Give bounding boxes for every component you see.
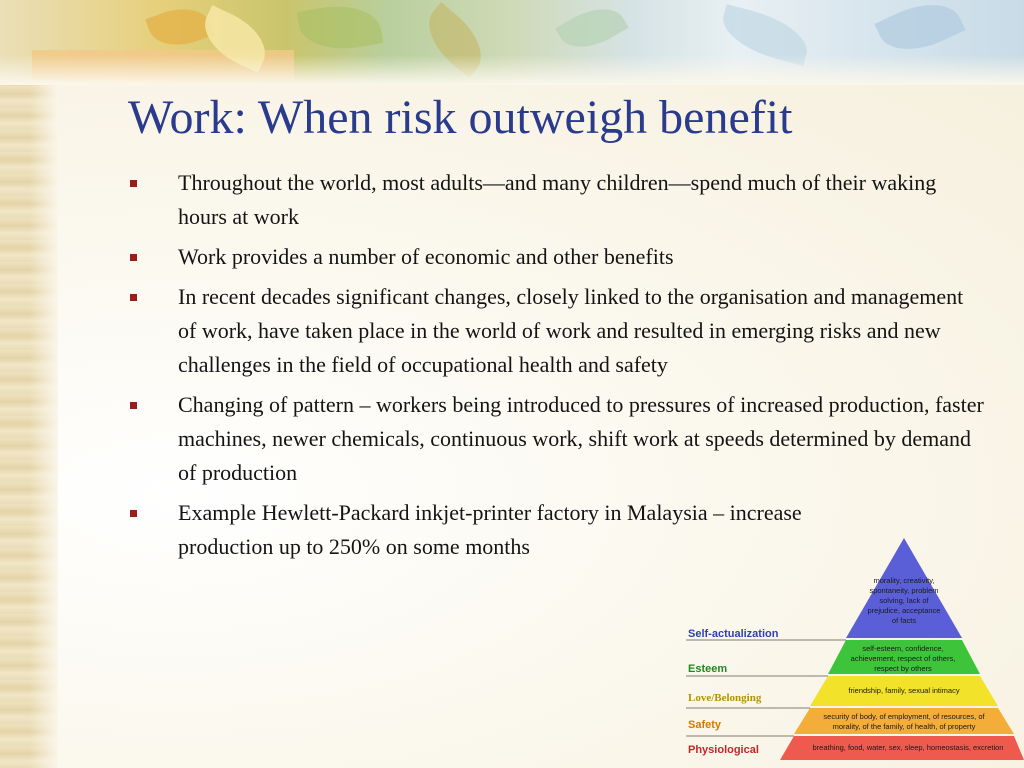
bullet-text: Throughout the world, most adults—and many children—spend much of their waking hours at work — [178, 170, 937, 229]
bullet-text: Work provides a number of economic and other benefits — [178, 244, 674, 269]
level-text-safety: security of body, of employment, of resources, of morality, of the family, of health, of property — [823, 712, 985, 731]
level-label-physiological: Physiological — [688, 744, 759, 756]
slide-title: Work: When risk outweigh benefit — [128, 91, 793, 144]
level-label-esteem: Esteem — [688, 663, 728, 675]
level-text-esteem: self-esteem, confidence, achievement, respect of others, respect by others — [850, 644, 956, 673]
banner-fade — [0, 55, 1024, 85]
bullet-marker-icon — [130, 294, 137, 301]
left-decor-strip — [0, 0, 58, 768]
level-label-self-actualization: Self-actualization — [688, 628, 779, 640]
bullet-list — [124, 166, 984, 570]
bullet-item — [124, 166, 984, 234]
bullet-text: Changing of pattern – workers being introduced to pressures of increased production, faster machines, newer chemicals, continuous work, shift work at speeds determined by demand of production — [178, 392, 984, 485]
level-text-physiological: breathing, food, water, sex, sleep, homeostasis, excretion — [812, 743, 1004, 752]
level-label-love-belonging: Love/Belonging — [688, 692, 762, 704]
maslow-pyramid — [680, 530, 1024, 768]
bullet-text: In recent decades significant changes, closely linked to the organisation and management of work, have taken place in the world of work and resulted in emerging risks and new challenges in the field of occupational health and safety — [178, 284, 964, 377]
bullet-marker-icon — [130, 402, 137, 409]
level-label-safety: Safety — [688, 719, 722, 731]
bullet-item — [124, 280, 984, 382]
bullet-item — [124, 240, 984, 274]
top-decor-banner — [0, 0, 1024, 85]
bullet-marker-icon — [130, 510, 137, 517]
bullet-marker-icon — [130, 180, 137, 187]
level-text-love-belonging: friendship, family, sexual intimacy — [848, 686, 960, 695]
bullet-text: Example Hewlett-Packard inkjet-printer factory in Malaysia – increase production up to 250% on some months — [178, 500, 802, 559]
bullet-marker-icon — [130, 254, 137, 261]
level-text-self-actualization: morality, creativity, spontaneity, problem solving, lack of prejudice, acceptance of facts — [867, 576, 941, 625]
bullet-item — [124, 388, 984, 490]
